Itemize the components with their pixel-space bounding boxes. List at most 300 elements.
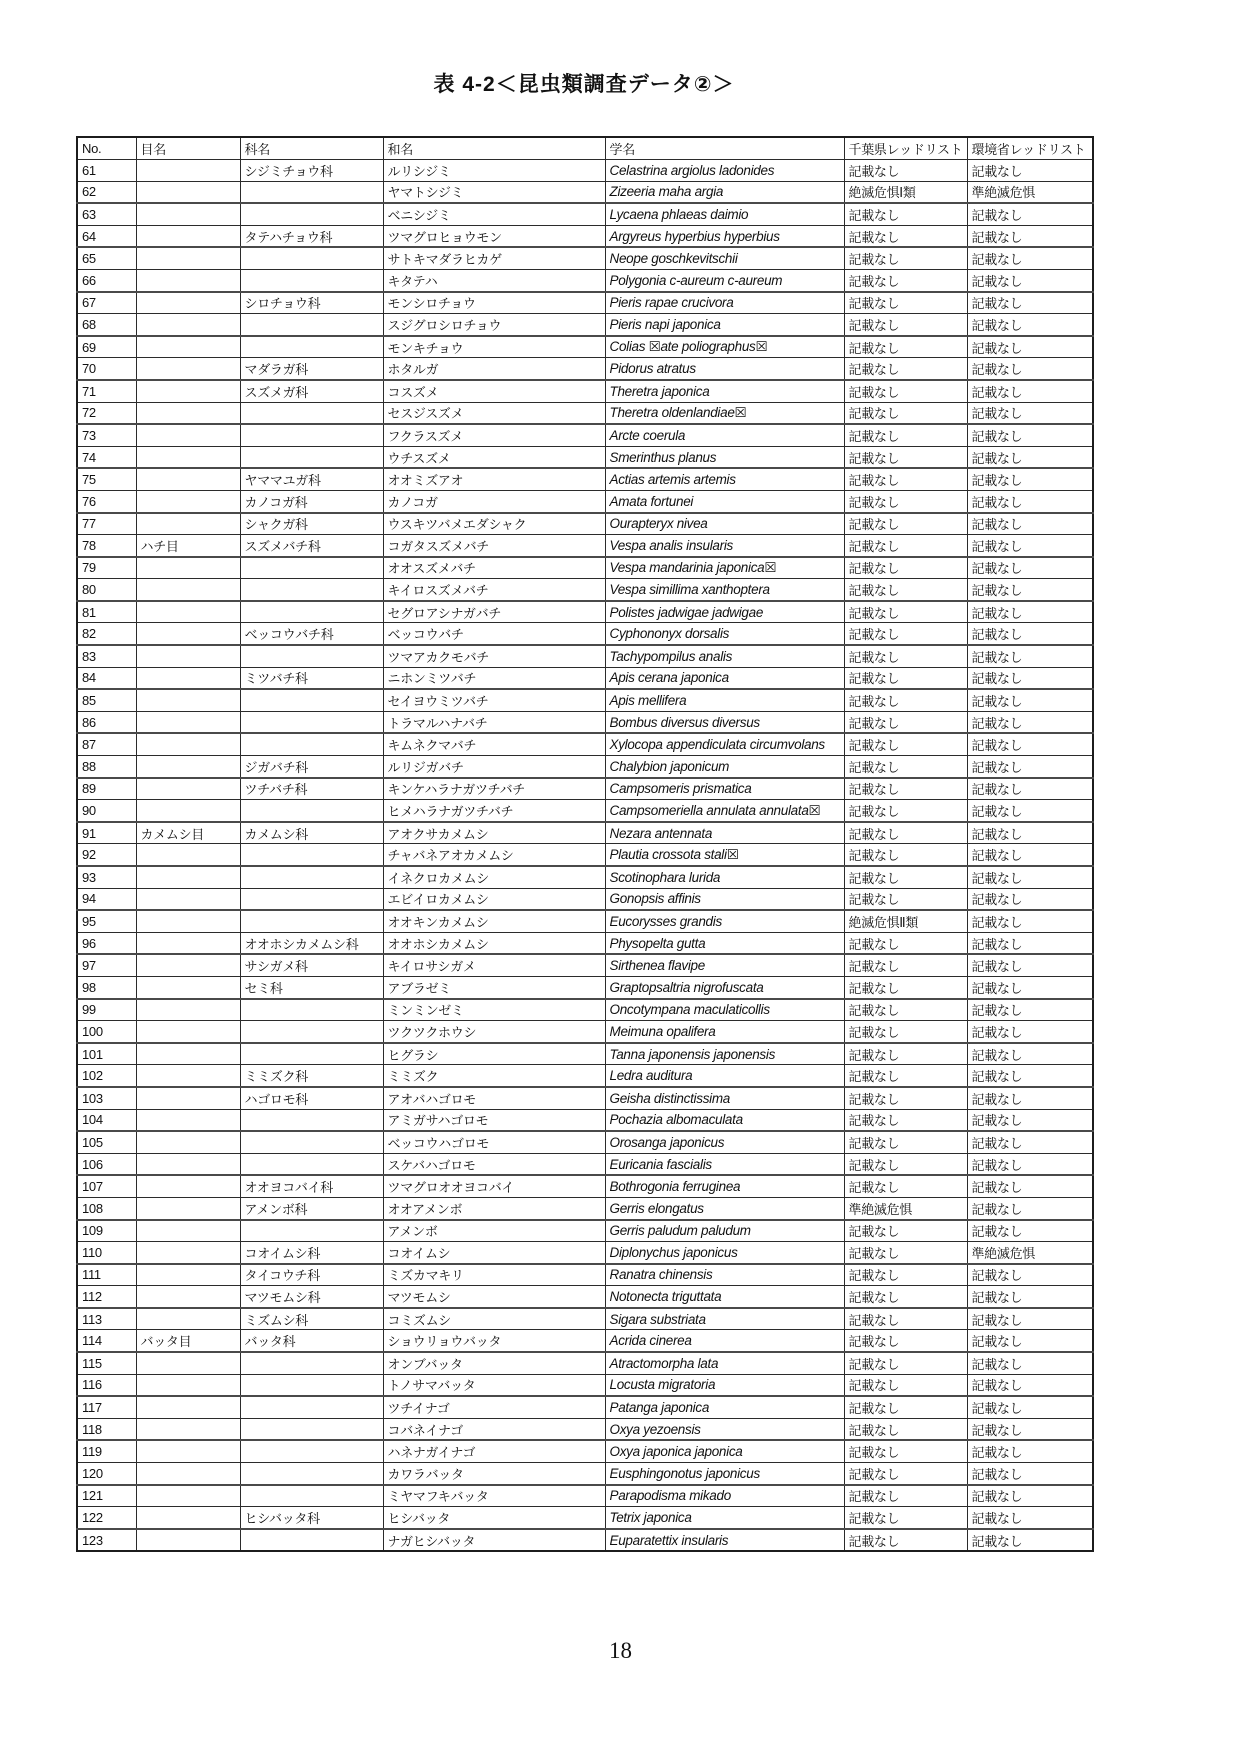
cell-family — [240, 1418, 383, 1440]
cell-jname: アブラゼミ — [383, 976, 605, 998]
cell-order — [136, 1529, 240, 1552]
cell-sname: Graptopsaltria nigrofuscata — [605, 976, 844, 998]
cell-family — [240, 1220, 383, 1242]
cell-chiba_redlist: 記載なし — [844, 1352, 967, 1374]
cell-order — [136, 446, 240, 468]
cell-no: 68 — [77, 314, 136, 336]
cell-family — [240, 689, 383, 711]
cell-moe_redlist: 記載なし — [967, 358, 1093, 380]
cell-sname: Tanna japonensis japonensis — [605, 1043, 844, 1065]
cell-chiba_redlist: 記載なし — [844, 1374, 967, 1396]
cell-order — [136, 954, 240, 976]
cell-family — [240, 844, 383, 866]
cell-family — [240, 1352, 383, 1374]
table-row — [77, 1485, 1093, 1507]
cell-sname: Acrida cinerea — [605, 1330, 844, 1352]
table-row — [77, 160, 1093, 182]
cell-chiba_redlist: 記載なし — [844, 1021, 967, 1043]
cell-no: 111 — [77, 1264, 136, 1286]
cell-sname: Euparatettix insularis — [605, 1529, 844, 1552]
cell-chiba_redlist: 記載なし — [844, 424, 967, 446]
cell-order — [136, 1396, 240, 1418]
cell-order — [136, 402, 240, 424]
table-row — [77, 380, 1093, 402]
table-row — [77, 557, 1093, 579]
cell-sname: Zizeeria maha argia — [605, 181, 844, 203]
cell-no: 87 — [77, 733, 136, 755]
cell-moe_redlist: 記載なし — [967, 1043, 1093, 1065]
cell-order — [136, 888, 240, 910]
cell-sname: Theretra japonica — [605, 380, 844, 402]
cell-chiba_redlist: 記載なし — [844, 601, 967, 623]
cell-moe_redlist: 記載なし — [967, 1264, 1093, 1286]
cell-no: 61 — [77, 160, 136, 182]
cell-family — [240, 203, 383, 225]
cell-jname: ヒシバッタ — [383, 1507, 605, 1529]
table-row — [77, 1463, 1093, 1485]
cell-order — [136, 1286, 240, 1308]
table-row — [77, 888, 1093, 910]
cell-chiba_redlist: 記載なし — [844, 1418, 967, 1440]
table-row — [77, 932, 1093, 954]
cell-moe_redlist: 記載なし — [967, 1374, 1093, 1396]
cell-order — [136, 601, 240, 623]
cell-chiba_redlist: 記載なし — [844, 380, 967, 402]
cell-jname: ウチスズメ — [383, 446, 605, 468]
cell-no: 98 — [77, 976, 136, 998]
cell-no: 119 — [77, 1440, 136, 1462]
cell-chiba_redlist: 記載なし — [844, 822, 967, 844]
cell-family — [240, 800, 383, 822]
cell-chiba_redlist: 記載なし — [844, 689, 967, 711]
cell-order — [136, 910, 240, 932]
cell-jname: ミミズク — [383, 1065, 605, 1087]
cell-order: バッタ目 — [136, 1330, 240, 1352]
cell-order — [136, 336, 240, 358]
cell-no: 75 — [77, 468, 136, 490]
cell-family — [240, 579, 383, 601]
cell-jname: キイロサシガメ — [383, 954, 605, 976]
cell-no: 117 — [77, 1396, 136, 1418]
cell-no: 107 — [77, 1175, 136, 1197]
cell-chiba_redlist: 記載なし — [844, 866, 967, 888]
cell-chiba_redlist: 記載なし — [844, 1131, 967, 1153]
cell-family — [240, 888, 383, 910]
cell-moe_redlist: 記載なし — [967, 999, 1093, 1021]
cell-sname: Geisha distinctissima — [605, 1087, 844, 1109]
cell-order — [136, 1485, 240, 1507]
table-row — [77, 756, 1093, 778]
cell-chiba_redlist: 記載なし — [844, 954, 967, 976]
cell-jname: スケバハゴロモ — [383, 1153, 605, 1175]
cell-order — [136, 269, 240, 291]
cell-moe_redlist: 記載なし — [967, 1021, 1093, 1043]
cell-family: アメンボ科 — [240, 1197, 383, 1219]
cell-jname: ヒメハラナガツチバチ — [383, 800, 605, 822]
cell-jname: カワラバッタ — [383, 1463, 605, 1485]
cell-order — [136, 1220, 240, 1242]
cell-chiba_redlist: 記載なし — [844, 535, 967, 557]
table-row — [77, 910, 1093, 932]
cell-moe_redlist: 記載なし — [967, 336, 1093, 358]
cell-order — [136, 1308, 240, 1330]
cell-moe_redlist: 記載なし — [967, 1352, 1093, 1374]
cell-no: 84 — [77, 667, 136, 689]
cell-family: ヤママユガ科 — [240, 468, 383, 490]
cell-sname: Amata fortunei — [605, 490, 844, 512]
table-row — [77, 314, 1093, 336]
cell-order — [136, 247, 240, 269]
cell-sname: Ourapteryx nivea — [605, 513, 844, 535]
cell-sname: Oncotympana maculaticollis — [605, 999, 844, 1021]
cell-order — [136, 490, 240, 512]
cell-family: タテハチョウ科 — [240, 225, 383, 247]
cell-moe_redlist: 記載なし — [967, 160, 1093, 182]
cell-moe_redlist: 記載なし — [967, 402, 1093, 424]
cell-order — [136, 645, 240, 667]
cell-chiba_redlist: 記載なし — [844, 513, 967, 535]
cell-jname: ハネナガイナゴ — [383, 1440, 605, 1462]
cell-moe_redlist: 記載なし — [967, 490, 1093, 512]
cell-order — [136, 1087, 240, 1109]
cell-sname: Campsomeris prismatica — [605, 778, 844, 800]
cell-no: 94 — [77, 888, 136, 910]
table-header — [77, 137, 1093, 160]
cell-order — [136, 1197, 240, 1219]
cell-chiba_redlist: 記載なし — [844, 1529, 967, 1552]
cell-sname: Pidorus atratus — [605, 358, 844, 380]
cell-moe_redlist: 記載なし — [967, 557, 1093, 579]
cell-sname: Meimuna opalifera — [605, 1021, 844, 1043]
cell-jname: ベッコウハゴロモ — [383, 1131, 605, 1153]
cell-sname: Euricania fascialis — [605, 1153, 844, 1175]
cell-chiba_redlist: 記載なし — [844, 336, 967, 358]
cell-family — [240, 557, 383, 579]
cell-chiba_redlist: 記載なし — [844, 888, 967, 910]
cell-order — [136, 1131, 240, 1153]
cell-no: 83 — [77, 645, 136, 667]
table-row — [77, 1175, 1093, 1197]
table-row — [77, 1374, 1093, 1396]
cell-chiba_redlist: 記載なし — [844, 1087, 967, 1109]
cell-family: サシガメ科 — [240, 954, 383, 976]
cell-family: ミツバチ科 — [240, 667, 383, 689]
cell-sname: Vespa mandarinia japonica☒ — [605, 557, 844, 579]
cell-sname: Celastrina argiolus ladonides — [605, 160, 844, 182]
cell-no: 71 — [77, 380, 136, 402]
cell-chiba_redlist: 記載なし — [844, 358, 967, 380]
cell-chiba_redlist: 記載なし — [844, 1220, 967, 1242]
cell-order — [136, 844, 240, 866]
cell-moe_redlist: 記載なし — [967, 1220, 1093, 1242]
cell-chiba_redlist: 記載なし — [844, 160, 967, 182]
cell-sname: Colias ☒ate poliographus☒ — [605, 336, 844, 358]
cell-order — [136, 468, 240, 490]
cell-no: 114 — [77, 1330, 136, 1352]
cell-order: ハチ目 — [136, 535, 240, 557]
cell-no: 113 — [77, 1308, 136, 1330]
cell-chiba_redlist: 記載なし — [844, 645, 967, 667]
cell-chiba_redlist: 記載なし — [844, 667, 967, 689]
cell-jname: キタテハ — [383, 269, 605, 291]
cell-order — [136, 1065, 240, 1087]
cell-order — [136, 314, 240, 336]
cell-jname: エビイロカメムシ — [383, 888, 605, 910]
cell-moe_redlist: 記載なし — [967, 1087, 1093, 1109]
cell-jname: ヤマトシジミ — [383, 181, 605, 203]
cell-moe_redlist: 記載なし — [967, 932, 1093, 954]
cell-order — [136, 866, 240, 888]
cell-sname: Vespa analis insularis — [605, 535, 844, 557]
cell-jname: ツチイナゴ — [383, 1396, 605, 1418]
cell-family — [240, 446, 383, 468]
cell-chiba_redlist: 記載なし — [844, 579, 967, 601]
cell-order — [136, 380, 240, 402]
cell-family — [240, 336, 383, 358]
cell-moe_redlist: 準絶滅危惧 — [967, 181, 1093, 203]
page-title: 表 4-2＜昆虫類調査データ②＞ — [433, 73, 735, 96]
cell-jname: トラマルハナバチ — [383, 711, 605, 733]
table-row — [77, 601, 1093, 623]
cell-moe_redlist: 記載なし — [967, 513, 1093, 535]
cell-family — [240, 1396, 383, 1418]
cell-sname: Apis mellifera — [605, 689, 844, 711]
cell-family: シャクガ科 — [240, 513, 383, 535]
cell-sname: Tetrix japonica — [605, 1507, 844, 1529]
cell-chiba_redlist: 記載なし — [844, 1175, 967, 1197]
cell-chiba_redlist: 記載なし — [844, 1440, 967, 1462]
table-row — [77, 358, 1093, 380]
cell-moe_redlist: 記載なし — [967, 756, 1093, 778]
cell-no: 70 — [77, 358, 136, 380]
cell-no: 77 — [77, 513, 136, 535]
cell-order — [136, 999, 240, 1021]
cell-moe_redlist: 記載なし — [967, 1286, 1093, 1308]
table-row — [77, 954, 1093, 976]
cell-chiba_redlist: 記載なし — [844, 1308, 967, 1330]
cell-sname: Campsomeriella annulata annulata☒ — [605, 800, 844, 822]
cell-chiba_redlist: 記載なし — [844, 247, 967, 269]
cell-family — [240, 645, 383, 667]
cell-sname: Polygonia c-aureum c-aureum — [605, 269, 844, 291]
table-row — [77, 1153, 1093, 1175]
cell-family: ミズムシ科 — [240, 1308, 383, 1330]
cell-jname: トノサマバッタ — [383, 1374, 605, 1396]
cell-moe_redlist: 記載なし — [967, 1330, 1093, 1352]
table-row — [77, 778, 1093, 800]
cell-family: カノコガ科 — [240, 490, 383, 512]
cell-order — [136, 800, 240, 822]
cell-jname: ツマグロオオヨコバイ — [383, 1175, 605, 1197]
cell-chiba_redlist: 記載なし — [844, 733, 967, 755]
header-family: 科名 — [240, 137, 383, 160]
cell-moe_redlist: 記載なし — [967, 1175, 1093, 1197]
cell-moe_redlist: 記載なし — [967, 689, 1093, 711]
cell-moe_redlist: 記載なし — [967, 954, 1093, 976]
cell-jname: ナガヒシバッタ — [383, 1529, 605, 1552]
cell-jname: オオミズアオ — [383, 468, 605, 490]
table-row — [77, 1308, 1093, 1330]
table-body — [77, 160, 1093, 1552]
cell-order — [136, 1242, 240, 1264]
cell-no: 109 — [77, 1220, 136, 1242]
cell-no: 123 — [77, 1529, 136, 1552]
cell-sname: Sigara substriata — [605, 1308, 844, 1330]
cell-jname: キイロスズメバチ — [383, 579, 605, 601]
table-row — [77, 1440, 1093, 1462]
cell-jname: ミズカマキリ — [383, 1264, 605, 1286]
cell-no: 69 — [77, 336, 136, 358]
table-row — [77, 689, 1093, 711]
cell-moe_redlist: 記載なし — [967, 579, 1093, 601]
cell-sname: Gerris elongatus — [605, 1197, 844, 1219]
cell-family — [240, 1440, 383, 1462]
cell-moe_redlist: 記載なし — [967, 292, 1093, 314]
cell-moe_redlist: 記載なし — [967, 1396, 1093, 1418]
cell-jname: ホタルガ — [383, 358, 605, 380]
cell-chiba_redlist: 記載なし — [844, 402, 967, 424]
cell-no: 86 — [77, 711, 136, 733]
cell-jname: コガタスズメバチ — [383, 535, 605, 557]
table-row — [77, 468, 1093, 490]
table-row — [77, 446, 1093, 468]
cell-sname: Vespa simillima xanthoptera — [605, 579, 844, 601]
cell-order — [136, 711, 240, 733]
cell-sname: Scotinophara lurida — [605, 866, 844, 888]
cell-no: 93 — [77, 866, 136, 888]
cell-moe_redlist: 記載なし — [967, 1440, 1093, 1462]
table-row — [77, 1131, 1093, 1153]
table-row — [77, 822, 1093, 844]
header-scientific-name: 学名 — [605, 137, 844, 160]
cell-no: 79 — [77, 557, 136, 579]
cell-order — [136, 1374, 240, 1396]
cell-sname: Atractomorpha lata — [605, 1352, 844, 1374]
cell-moe_redlist: 記載なし — [967, 888, 1093, 910]
table-row — [77, 1220, 1093, 1242]
cell-no: 108 — [77, 1197, 136, 1219]
cell-no: 122 — [77, 1507, 136, 1529]
table-row — [77, 247, 1093, 269]
cell-jname: ツクツクホウシ — [383, 1021, 605, 1043]
table-row — [77, 976, 1093, 998]
cell-sname: Pieris napi japonica — [605, 314, 844, 336]
cell-chiba_redlist: 記載なし — [844, 778, 967, 800]
cell-family — [240, 1153, 383, 1175]
table-row — [77, 1197, 1093, 1219]
cell-sname: Pieris rapae crucivora — [605, 292, 844, 314]
cell-order — [136, 733, 240, 755]
cell-sname: Chalybion japonicum — [605, 756, 844, 778]
cell-order — [136, 1463, 240, 1485]
cell-order — [136, 1109, 240, 1131]
cell-family — [240, 424, 383, 446]
table-row — [77, 1418, 1093, 1440]
cell-jname: ツマグロヒョウモン — [383, 225, 605, 247]
table-row — [77, 1065, 1093, 1087]
cell-no: 106 — [77, 1153, 136, 1175]
cell-no: 81 — [77, 601, 136, 623]
cell-jname: サトキマダラヒカゲ — [383, 247, 605, 269]
table-row — [77, 623, 1093, 645]
cell-no: 66 — [77, 269, 136, 291]
table-row — [77, 667, 1093, 689]
table-row — [77, 1242, 1093, 1264]
cell-order — [136, 513, 240, 535]
cell-moe_redlist: 記載なし — [967, 1529, 1093, 1552]
table-row — [77, 1396, 1093, 1418]
cell-family — [240, 1043, 383, 1065]
cell-no: 90 — [77, 800, 136, 822]
cell-order — [136, 1153, 240, 1175]
cell-family — [240, 601, 383, 623]
cell-moe_redlist: 記載なし — [967, 203, 1093, 225]
cell-sname: Ledra auditura — [605, 1065, 844, 1087]
cell-sname: Gerris paludum paludum — [605, 1220, 844, 1242]
cell-chiba_redlist: 記載なし — [844, 1485, 967, 1507]
cell-sname: Notonecta triguttata — [605, 1286, 844, 1308]
cell-sname: Polistes jadwigae jadwigae — [605, 601, 844, 623]
table-row — [77, 844, 1093, 866]
cell-family — [240, 711, 383, 733]
cell-no: 97 — [77, 954, 136, 976]
cell-sname: Theretra oldenlandiae☒ — [605, 402, 844, 424]
cell-family: ヒシバッタ科 — [240, 1507, 383, 1529]
cell-chiba_redlist: 記載なし — [844, 1109, 967, 1131]
table-row — [77, 733, 1093, 755]
cell-family — [240, 1485, 383, 1507]
cell-order — [136, 1043, 240, 1065]
cell-sname: Eucorysses grandis — [605, 910, 844, 932]
cell-sname: Bombus diversus diversus — [605, 711, 844, 733]
cell-family: スズメガ科 — [240, 380, 383, 402]
cell-sname: Diplonychus japonicus — [605, 1242, 844, 1264]
cell-family: オオヨコバイ科 — [240, 1175, 383, 1197]
header-moe-redlist: 環境省レッドリスト — [967, 137, 1093, 160]
cell-jname: モンシロチョウ — [383, 292, 605, 314]
cell-chiba_redlist: 絶滅危惧Ⅱ類 — [844, 910, 967, 932]
cell-jname: オオホシカメムシ — [383, 932, 605, 954]
cell-jname: ツマアカクモバチ — [383, 645, 605, 667]
cell-moe_redlist: 記載なし — [967, 667, 1093, 689]
cell-moe_redlist: 記載なし — [967, 733, 1093, 755]
cell-jname: セイヨウミツバチ — [383, 689, 605, 711]
cell-jname: オンブバッタ — [383, 1352, 605, 1374]
cell-chiba_redlist: 記載なし — [844, 999, 967, 1021]
cell-chiba_redlist: 記載なし — [844, 1507, 967, 1529]
cell-family — [240, 1374, 383, 1396]
cell-no: 102 — [77, 1065, 136, 1087]
cell-family — [240, 181, 383, 203]
cell-chiba_redlist: 記載なし — [844, 1463, 967, 1485]
cell-chiba_redlist: 記載なし — [844, 976, 967, 998]
cell-family — [240, 866, 383, 888]
cell-family — [240, 1131, 383, 1153]
cell-sname: Lycaena phlaeas daimio — [605, 203, 844, 225]
cell-no: 101 — [77, 1043, 136, 1065]
cell-chiba_redlist: 記載なし — [844, 800, 967, 822]
cell-moe_redlist: 記載なし — [967, 314, 1093, 336]
table-row — [77, 1507, 1093, 1529]
cell-order — [136, 623, 240, 645]
cell-sname: Oxya japonica japonica — [605, 1440, 844, 1462]
table-row — [77, 579, 1093, 601]
cell-jname: コスズメ — [383, 380, 605, 402]
header-order: 目名 — [136, 137, 240, 160]
cell-no: 115 — [77, 1352, 136, 1374]
cell-chiba_redlist: 記載なし — [844, 756, 967, 778]
cell-jname: コオイムシ — [383, 1242, 605, 1264]
